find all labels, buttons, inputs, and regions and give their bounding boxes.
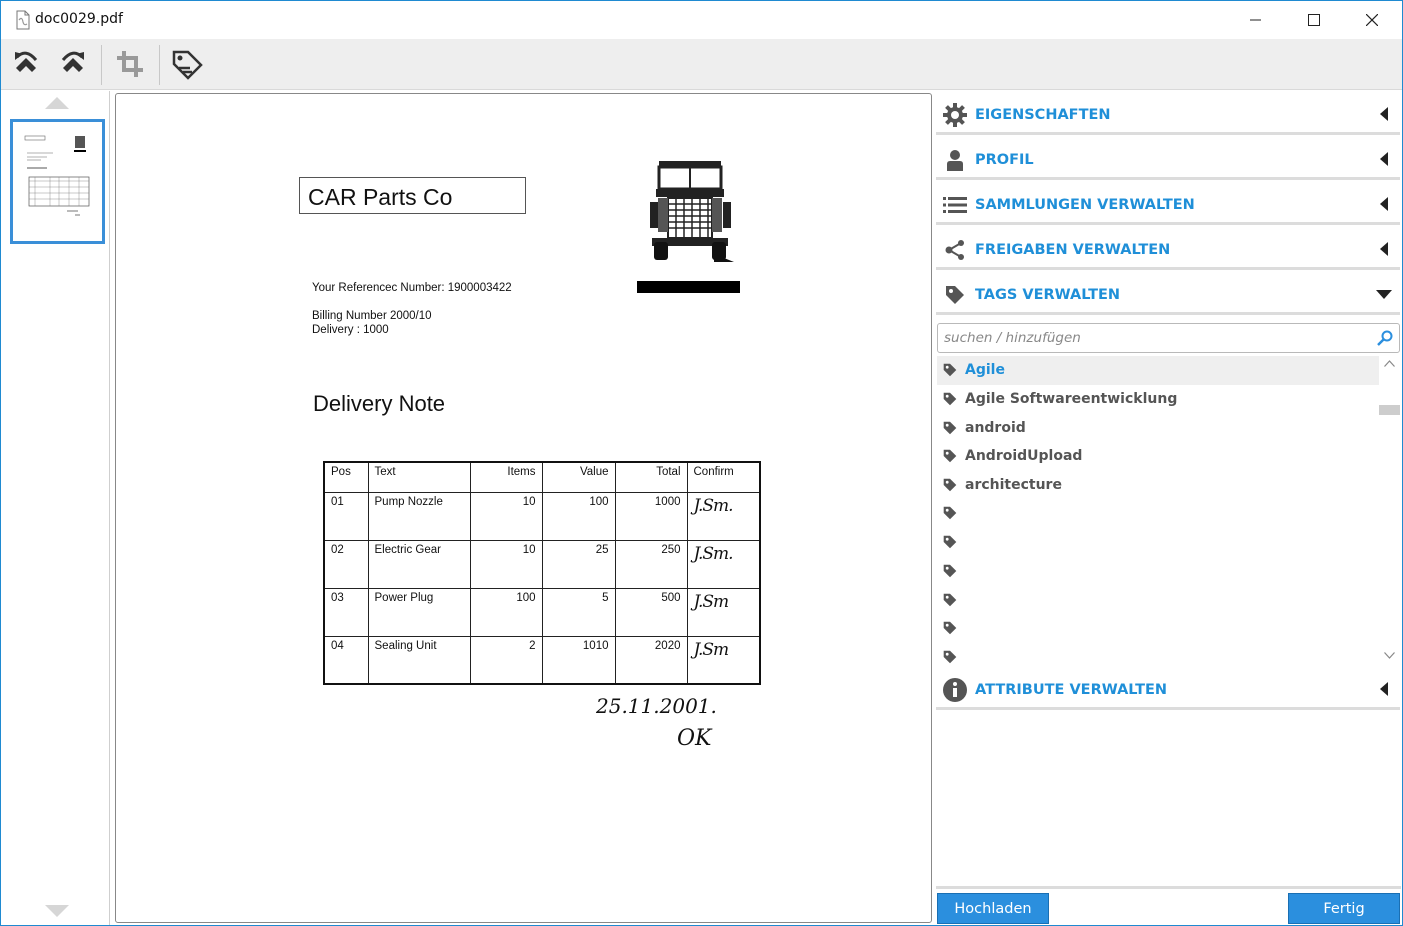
- column-header: Items: [470, 462, 542, 492]
- table-cell: 02: [324, 540, 368, 588]
- tag-search-box[interactable]: [937, 323, 1400, 353]
- tag-item[interactable]: [937, 528, 1379, 557]
- tag-label: architecture: [965, 477, 1062, 493]
- delivery-table: [323, 461, 761, 685]
- signature-cell: J.Sm: [687, 588, 760, 636]
- column-header: Text: [368, 462, 470, 492]
- panel-divider: [936, 886, 1401, 889]
- tag-item[interactable]: [937, 471, 1379, 500]
- title-bar: [1, 1, 1402, 39]
- section-profile[interactable]: [936, 138, 1400, 180]
- table-cell: 25: [542, 540, 615, 588]
- truck-logo: [646, 158, 736, 264]
- rotate-right-button[interactable]: [54, 45, 92, 83]
- close-button[interactable]: [1343, 1, 1401, 39]
- page-thumbnail-preview: [13, 122, 102, 241]
- tag-item[interactable]: [937, 586, 1379, 615]
- section-properties[interactable]: [936, 93, 1400, 135]
- pdf-file-icon: [15, 10, 31, 30]
- tag-item[interactable]: [937, 643, 1379, 666]
- window-title: doc0029.pdf: [35, 11, 123, 27]
- column-header: Pos: [324, 462, 368, 492]
- toolbar-separator: [159, 45, 160, 85]
- table-cell: 01: [324, 492, 368, 540]
- maximize-button[interactable]: [1285, 1, 1343, 39]
- minimize-button[interactable]: [1227, 1, 1285, 39]
- billing-number: Billing Number 2000/10: [312, 310, 432, 322]
- table-row: [324, 540, 760, 588]
- share-icon: [942, 238, 968, 262]
- table-cell: 100: [542, 492, 615, 540]
- tag-icon: [943, 593, 957, 607]
- chevron-down-icon[interactable]: [1384, 652, 1395, 659]
- tag-item[interactable]: [937, 385, 1379, 414]
- done-button[interactable]: Fertig: [1288, 893, 1400, 924]
- signature-cell: J.Sm.: [687, 540, 760, 588]
- section-title: SAMMLUNGEN VERWALTEN: [975, 197, 1195, 213]
- column-header: Total: [615, 462, 687, 492]
- scrollbar-thumb[interactable]: [1379, 405, 1400, 415]
- table-cell: Sealing Unit: [368, 636, 470, 684]
- section-title: FREIGABEN VERWALTEN: [975, 242, 1171, 258]
- tag-label: AndroidUpload: [965, 448, 1083, 464]
- gear-icon: [942, 103, 968, 127]
- tag-icon: [943, 621, 957, 635]
- section-title: PROFIL: [975, 152, 1034, 168]
- section-collections[interactable]: [936, 183, 1400, 225]
- table-cell: 10: [470, 492, 542, 540]
- redaction-bar: [637, 281, 740, 293]
- scroll-down-icon[interactable]: [45, 905, 69, 917]
- table-cell: 03: [324, 588, 368, 636]
- signature-cell: J.Sm.: [687, 492, 760, 540]
- search-icon[interactable]: [1377, 330, 1393, 346]
- toolbar-separator: [101, 45, 102, 85]
- tag-item[interactable]: [937, 499, 1379, 528]
- tag-icon: [943, 650, 957, 664]
- table-cell: 10: [470, 540, 542, 588]
- crop-icon: [114, 48, 146, 80]
- tag-list-scrollbar[interactable]: [1379, 356, 1400, 666]
- table-cell: 100: [470, 588, 542, 636]
- column-header: Value: [542, 462, 615, 492]
- table-header-row: [324, 462, 760, 492]
- rotate-left-button[interactable]: [7, 45, 45, 83]
- table-cell: 2020: [615, 636, 687, 684]
- signature-cell: J.Sm: [687, 636, 760, 684]
- tag-icon: [943, 421, 957, 435]
- document-heading: Delivery Note: [313, 391, 446, 416]
- upload-button[interactable]: Hochladen: [937, 893, 1049, 924]
- tag-icon: [943, 535, 957, 549]
- handwritten-ok: OK: [677, 726, 712, 751]
- collapse-left-icon: [1380, 152, 1388, 166]
- delivery-number: Delivery : 1000: [312, 324, 389, 336]
- collapse-left-icon: [1380, 242, 1388, 256]
- table-cell: Electric Gear: [368, 540, 470, 588]
- table-cell: 5: [542, 588, 615, 636]
- rotate-left-icon: [10, 48, 42, 80]
- table-cell: 1000: [615, 492, 687, 540]
- company-name-box: [299, 177, 526, 214]
- tag-icon: [943, 363, 957, 377]
- crop-button[interactable]: [111, 45, 149, 83]
- section-tags[interactable]: [936, 273, 1400, 315]
- table-row: [324, 636, 760, 684]
- tag-item[interactable]: [937, 557, 1379, 586]
- reference-number: Your Referencec Number: 1900003422: [312, 282, 512, 294]
- maximize-icon: [1308, 14, 1320, 26]
- chevron-up-icon[interactable]: [1384, 360, 1395, 367]
- thumbnail-sidebar: [3, 91, 110, 925]
- tag-label: Agile: [965, 362, 1005, 378]
- table-cell: 2: [470, 636, 542, 684]
- table-cell: 500: [615, 588, 687, 636]
- collapse-left-icon: [1380, 682, 1388, 696]
- tag-search-input[interactable]: [944, 330, 1364, 346]
- document-viewer: [115, 93, 932, 923]
- collapse-left-icon: [1380, 107, 1388, 121]
- section-title: ATTRIBUTE VERWALTEN: [975, 682, 1168, 698]
- section-shares[interactable]: [936, 228, 1400, 270]
- section-attributes[interactable]: [936, 668, 1400, 710]
- properties-panel: [936, 93, 1401, 925]
- table-row: [324, 588, 760, 636]
- toolbar: [1, 39, 1402, 90]
- tag-icon: [942, 283, 968, 307]
- tag-item[interactable]: [937, 442, 1379, 471]
- tag-icon: [943, 449, 957, 463]
- table-row: [324, 492, 760, 540]
- tag-scan-button[interactable]: [168, 45, 206, 83]
- tag-icon: [943, 564, 957, 578]
- tag-item[interactable]: [937, 414, 1379, 443]
- page-thumbnail[interactable]: [10, 119, 105, 244]
- tag-label: Agile Softwareentwicklung: [965, 391, 1178, 407]
- column-header: Confirm: [687, 462, 760, 492]
- table-cell: 04: [324, 636, 368, 684]
- company-name: CAR Parts Co: [308, 184, 453, 210]
- tag-label: android: [965, 420, 1026, 436]
- section-title: EIGENSCHAFTEN: [975, 107, 1111, 123]
- tag-icon: [943, 478, 957, 492]
- tag-item-agile[interactable]: [937, 356, 1379, 385]
- user-icon: [942, 148, 968, 172]
- tag-icon: [943, 506, 957, 520]
- close-icon: [1366, 14, 1378, 26]
- info-icon: [942, 678, 968, 702]
- table-cell: 250: [615, 540, 687, 588]
- tag-icon: [943, 392, 957, 406]
- minimize-icon: [1250, 14, 1262, 26]
- scroll-up-icon[interactable]: [45, 97, 69, 109]
- collapse-left-icon: [1380, 197, 1388, 211]
- table-cell: 1010: [542, 636, 615, 684]
- section-title: TAGS VERWALTEN: [975, 287, 1121, 303]
- tag-scan-icon: [170, 48, 204, 80]
- handwritten-date: 25.11.2001.: [596, 694, 717, 718]
- tag-item[interactable]: [937, 614, 1379, 643]
- tag-list: [937, 356, 1379, 666]
- expand-down-icon: [1376, 290, 1392, 299]
- list-icon: [942, 193, 968, 217]
- table-cell: Power Plug: [368, 588, 470, 636]
- rotate-right-icon: [57, 48, 89, 80]
- table-cell: Pump Nozzle: [368, 492, 470, 540]
